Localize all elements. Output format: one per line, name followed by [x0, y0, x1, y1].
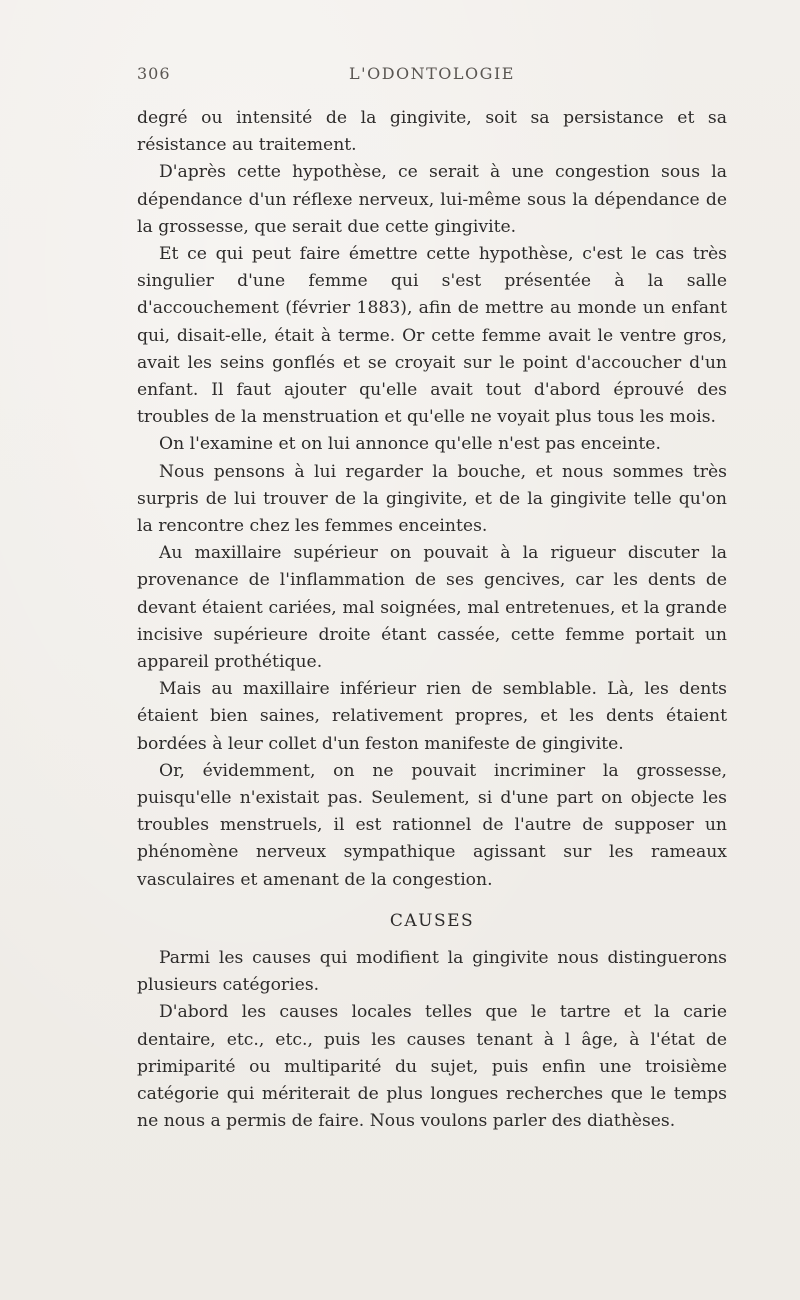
paragraph: Or, évidemment, on ne pouvait incriminer la grossesse, puisqu'elle n'existait pas. Seulement, si d'une part on objecte les troubles menstruels, il est rationnel de l'autre de supposer un phénomène nerveux sympathique agissant sur les rameaux vasculaires et amenant de la congestion. [137, 760, 727, 890]
page-header [137, 64, 727, 88]
paragraph: Mais au maxillaire inférieur rien de semblable. Là, les dents étaient bien saines, relativement propres, et les dents étaient bordées à leur collet d'un feston manifeste de gingivite. [137, 679, 727, 754]
body-text [137, 105, 727, 1135]
paragraph: Au maxillaire supérieur on pouvait à la rigueur discuter la provenance de l'inflammation de ses gencives, car les dents de devant étaient cariées, mal soignées, mal entretenues, et la grande incisive supérieure droite étant cassée, cette femme portait un appareil prothétique. [137, 543, 727, 673]
paragraph: D'après cette hypothèse, ce serait à une congestion sous la dépendance d'un réflexe nerveux, lui-même sous la dépendance de la grossesse, que serait due cette gingivite. [137, 162, 727, 237]
section-heading: CAUSES [389, 910, 475, 931]
paragraph: degré ou intensité de la gingivite, soit sa persistance et sa résistance au traitement. [137, 108, 727, 156]
paragraph: On l'examine et on lui annonce qu'elle n'est pas enceinte. [159, 434, 661, 455]
running-head: L'ODONTOLOGIE [349, 64, 515, 83]
page-number: 306 [137, 64, 171, 83]
paragraph: D'abord les causes locales telles que le tartre et la carie dentaire, etc., etc., puis les causes tenant à l âge, à l'état de primiparité ou multiparité du sujet, puis enfin une troisième catégorie qui mériterait de plus longues recherches que le temps ne nous a permis de faire. Nous voulons parler des diathèses. [137, 1002, 727, 1132]
paragraph: Nous pensons à lui regarder la bouche, et nous sommes très surpris de lui trouver de la gingivite, et de la gingivite telle qu'on la rencontre chez les femmes enceintes. [137, 461, 727, 537]
paragraph: Et ce qui peut faire émettre cette hypothèse, c'est le cas très singulier d'une femme qui s'est présentée à la salle d'accouchement (février 1883), afin de mettre au monde un enfant qui, disait-elle, était à terme. Or cette femme avait le ventre gros, avait les seins gonflés et se croyait sur le point d'accoucher d'un enfant. Il faut ajouter qu'elle avait tout d'abord éprouvé des troubles de la menstruation et qu'elle ne voyait plus tous les mois. [137, 244, 727, 428]
paragraph: Parmi les causes qui modifient la gingivite nous distinguerons plusieurs catégories. [137, 947, 727, 996]
